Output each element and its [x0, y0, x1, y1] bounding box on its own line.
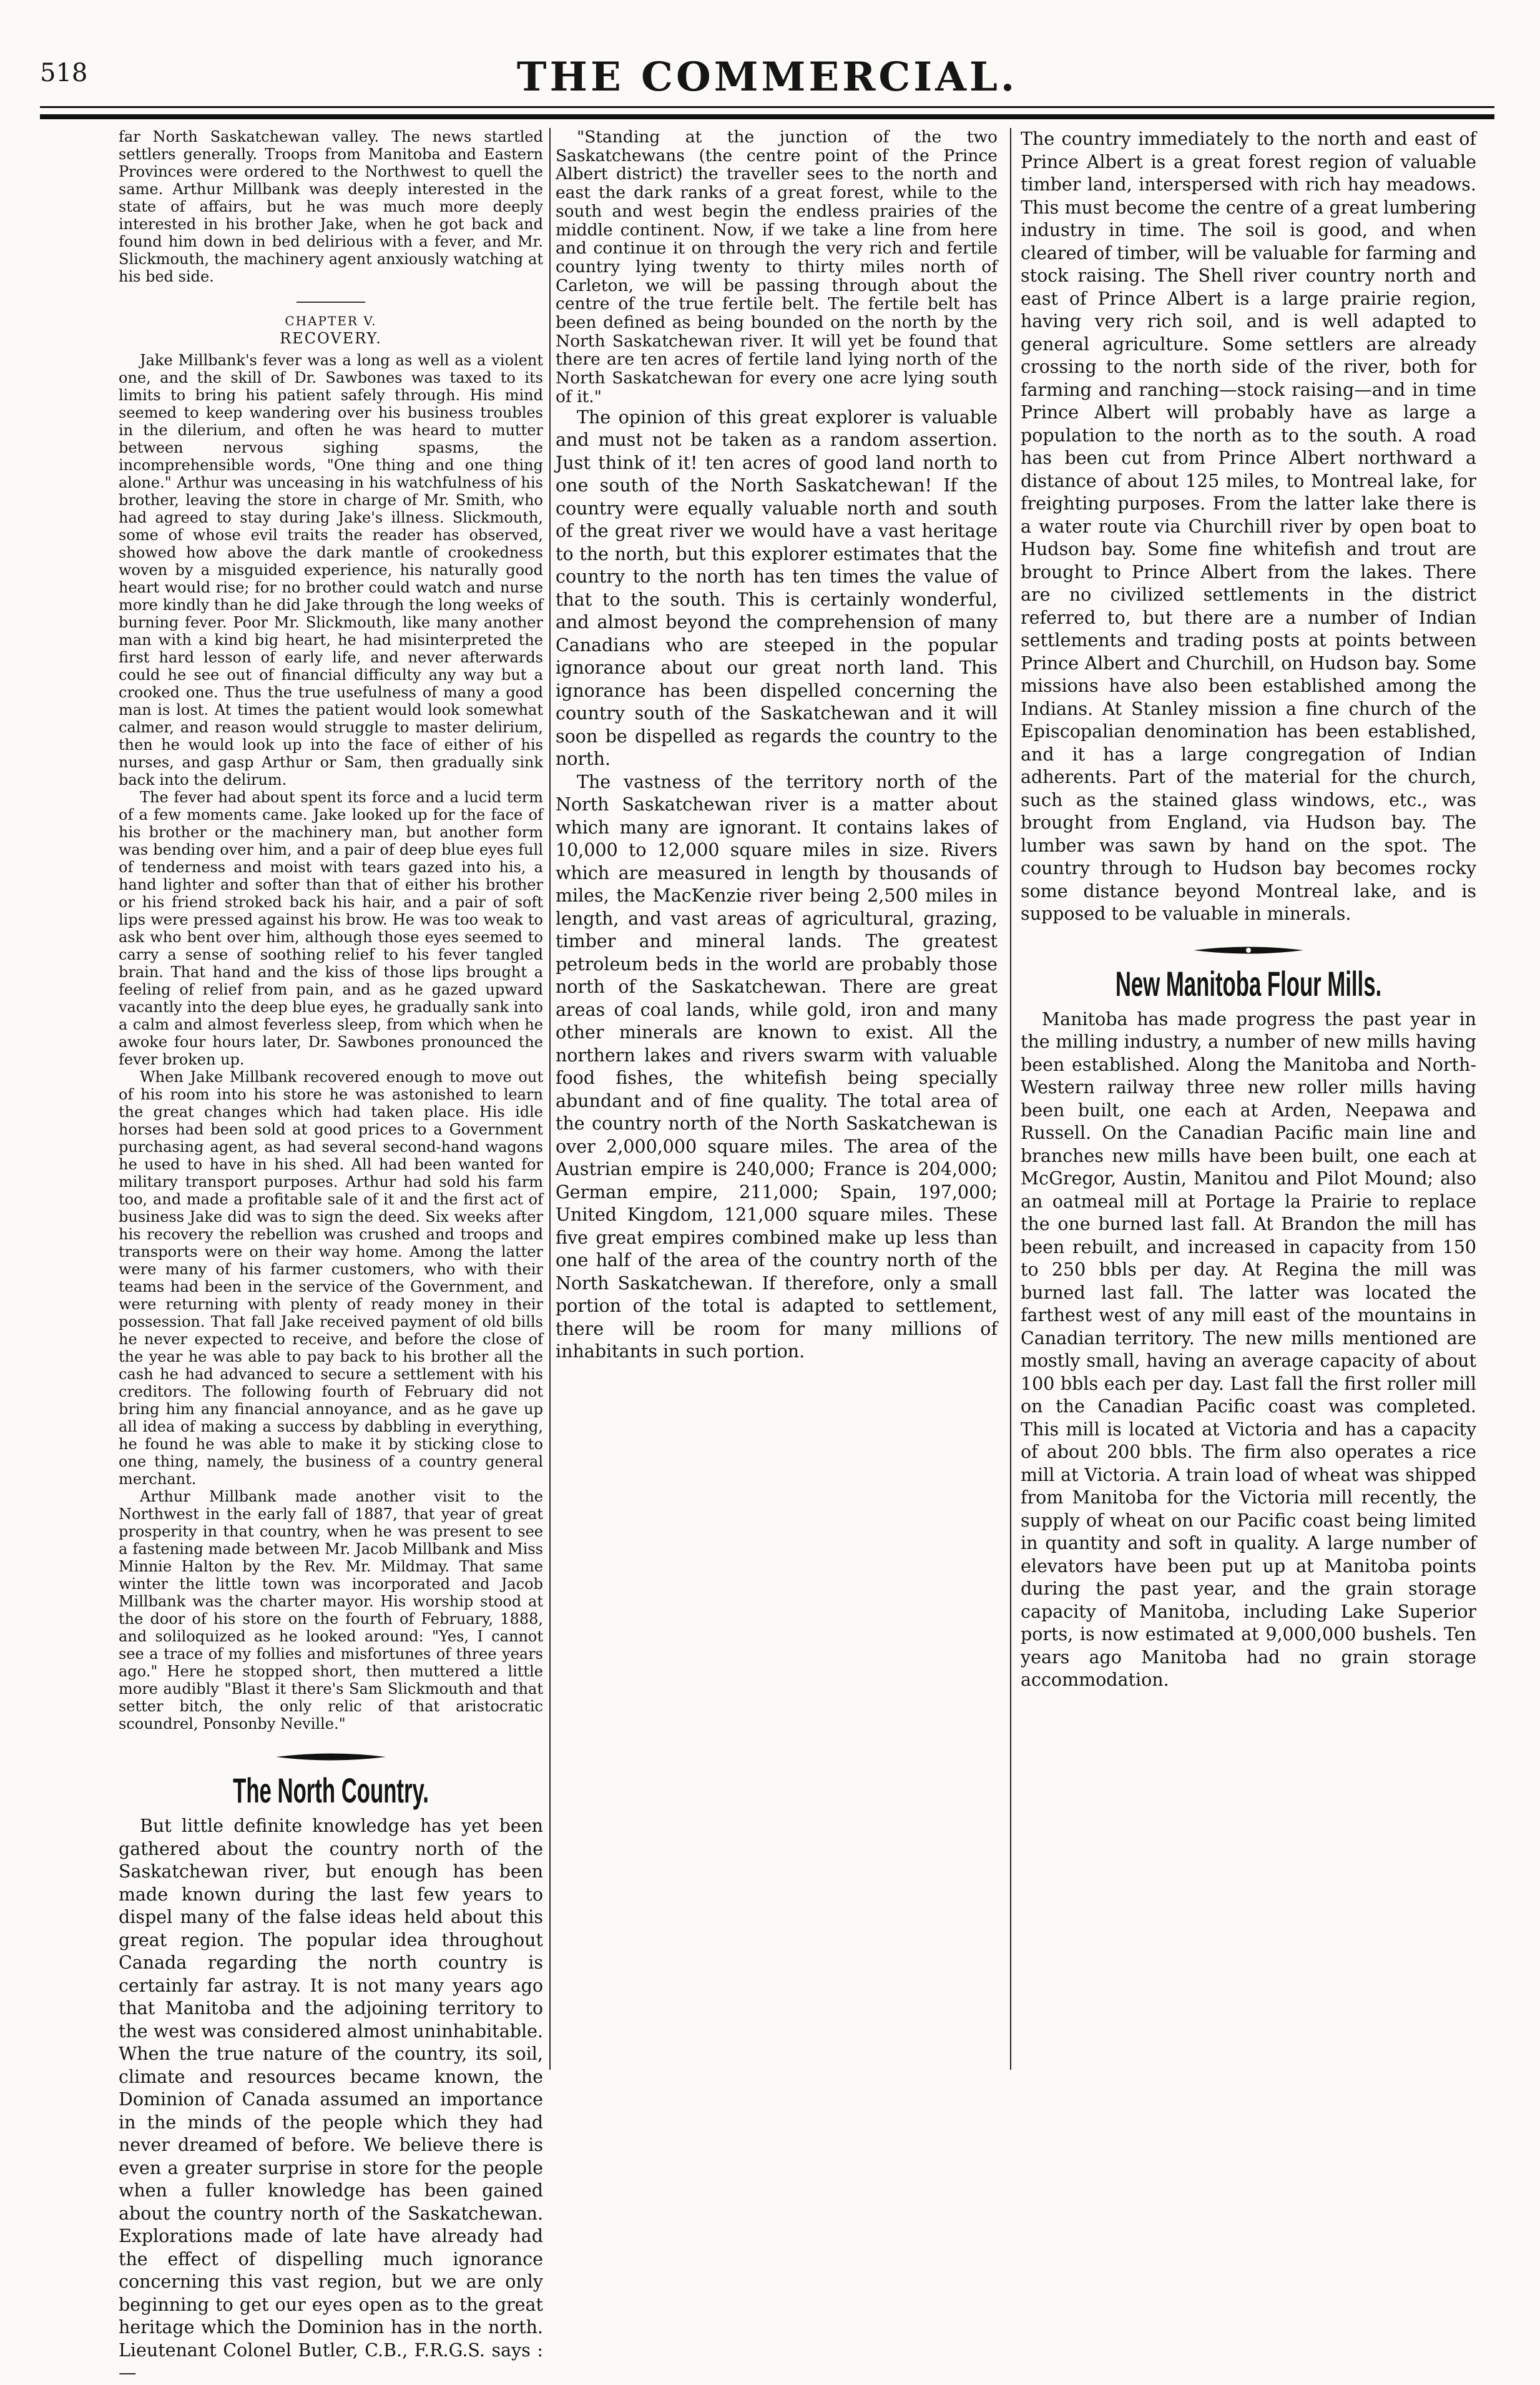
- masthead-rule-thin: [40, 106, 1494, 108]
- column-divider-1: [549, 128, 551, 2070]
- ornamental-divider-icon: [275, 1751, 387, 1763]
- butler-quotation: "Standing at the junction of the two Saskatchewans (the centre point of the Prince Albert district) the traveller sees to the north and east the dark ranks of a great forest, while to the south and west begin the endless prairies of the middle continent. Now, if we take a line from here and continue it on through the very rich and fertile country lying twenty to thirty miles north of Carleton, we will be passing through about the centre of the true fertile belt. The fertile belt has been defined as being bounded on the north by the North Saskatchewan river. It will yet be found that there are ten acres of fertile land lying north of the North Saskatchewan for every one acre lying south of it.": [556, 127, 998, 406]
- article-paragraph: Manitoba has made progress the past year in the milling industry, a number of new mills having been established. Along the Manitoba and North-Western railway three new roller mills having been built, one each at Arden, Neepawa and Russell. On the Canadian Pacific main line and branches new mills have been built, one each at McGregor, Austin, Manitou and Pilot Mound; also an oatmeal mill at Portage la Prairie to replace the one burned last fall. At Brandon the mill has been rebuilt, and increased in capacity from 150 to 250 bbls per day. At Regina the mill was burned last fall. The latter was located the farthest west of any mill east of the mountains in Canadian territory. The new mills mentioned are mostly small, having an average capacity of about 100 bbls each per day. Last fall the first roller mill on the Canadian Pacific coast was completed. This mill is located at Victoria and has a capacity of about 200 bbls. The firm also operates a rice mill at Victoria. A train load of wheat was shipped from Manitoba for the Victoria mill recently, the supply of wheat on our Pacific coast being limited in quantity and soft in quality. A large number of elevators have been put up at Manitoba points during the past year, and the grain storage capacity of Manitoba, including Lake Superior ports, is now estimated at 9,000,000 bushels. Ten years ago Manitoba had no grain storage accommodation.: [1021, 1008, 1476, 1690]
- column-3: [1021, 128, 1476, 2070]
- article-paragraph: The vastness of the territory north of the North Saskatchewan river is a matter about which many are ignorant. It contains lakes of 10,000 to 12,000 square miles in size. Rivers which are measured in length by thousands of miles, the MacKenzie river being 2,500 miles in length, and vast areas of agricultural, grazing, timber and mineral lands. The greatest petroleum beds in the world are probably those north of the Saskatchewan. There are great areas of coal lands, while gold, iron and many other minerals are known to exist. All the northern lakes and rivers swarm with valuable food fishes, the whitefish being specially abundant and of fine quality. The total area of the country north of the North Saskatchewan is over 2,000,000 square miles. The area of the Austrian empire is 240,000; France is 204,000; German empire, 211,000; Spain, 197,000; United Kingdom, 121,000 square miles. These five great empires combined make up less than one half of the area of the country north of the North Saskatchewan. If therefore, only a small portion of the total is adapted to settlement, there will be room for many millions of inhabitants in such portion.: [556, 771, 998, 1362]
- newspaper-title: THE COMMERCIAL.: [516, 54, 1018, 101]
- article-paragraph: The country immediately to the north and east of Prince Albert is a great forest region of valuable timber land, interspersed with rich hay meadows. This must become the centre of a great lumbering industry in time. The soil is good, and when cleared of timber, will be valuable for farming and stock raising. The Shell river country north and east of Prince Albert is a large prairie region, having very rich soil, and is well adapted to general agriculture. Some settlers are already crossing to the north side of the river, both for farming and ranching—stock raising—and in time Prince Albert will probably have as large a population to the north as to the south. A road has been cut from Prince Albert northward a distance of about 125 miles, to Montreal lake, for freighting purposes. From the latter lake there is a water route via Churchill river by open boat to Hudson bay. Some fine whitefish and trout are brought to Prince Albert from the lakes. There are no civilized settlements in the district referred to, but there are a number of Indian settlements and trading posts at points between Prince Albert and Churchill, on Hudson bay. Some missions have also been established among the Indians. At Stanley mission a fine church of the Episcopalian denomination has been established, and it has a large congregation of Indian adherents. Part of the material for the church, such as the stained glass windows, etc., was brought from England, via Hudson bay. The lumber was sawn by hand on the spot. The country through to Hudson bay becomes rocky some distance beyond Montreal lake, and is supposed to be valuable in minerals.: [1021, 129, 1476, 924]
- page-number: 518: [40, 59, 88, 87]
- flour-mills-headline: New Manitoba Flour Mills.: [1115, 963, 1382, 1003]
- chapter-label: CHAPTER V.: [285, 313, 377, 328]
- column-divider-2: [1010, 128, 1011, 2070]
- masthead: [40, 31, 1494, 125]
- north-country-headline: The North Country.: [233, 1771, 429, 1810]
- story-paragraph: far North Saskatchewan valley. The news startled settlers generally. Troops from Manitoba and Eastern Provinces were ordered to the Northwest to quell the same. Arthur Millbank was deeply interested in the state of affairs, but he was much more deeply interested in his brother Jake, when he got back and found him down in bed delirious with a fever, and Mr. Slickmouth, the machinery agent anxiously watching at his bed side.: [119, 128, 543, 285]
- article-paragraph: But little definite knowledge has yet been gathered about the country north of the Saskatchewan river, but enough has been made known during the last few years to dispel many of the false ideas held about this great region. The popular idea throughout Canada regarding the north country is certainly far astray. It is not many years ago that Manitoba and the adjoining territory to the west was considered almost uninhabitable. When the true nature of the country, its soil, climate and resources became known, the Dominion of Canada assumed an importance in the minds of the people which they had never dreamed of before. We believe there is even a greater surprise in store for the people when a fuller knowledge has been gained about the country north of the Saskatchewan. Explorations made of late have already had the effect of dispelling much ignorance concerning this vast region, but we are only beginning to get our eyes open as to the great heritage which the Dominion has in the north. Lieutenant Colonel Butler, C.B., F.R.G.S. says :—: [119, 1816, 543, 2383]
- story-paragraph: The fever had about spent its force and a lucid term of a few moments came. Jake looked up for the face of his brother or the machinery man, but another form was bending over him, and a pair of deep blue eyes full of tenderness and moist with tears gazed into his, a hand lighter and softer than that of either his brother or his friend stroked back his hair, and a pair of soft lips were pressed against his brow. He was too weak to ask who bent over him, although those eyes seemed to carry a sense of soothing relief to his fever tangled brain. That hand and the kiss of those lips brought a feeling of relief from pain, and as he gazed upward vacantly into the deep blue eyes, he gradually sank into a calm and almost feverless sleep, from which when he awoke four hours later, Dr. Sawbones pronounced the fever broken up.: [119, 789, 543, 1068]
- story-paragraph: Arthur Millbank made another visit to the Northwest in the early fall of 1887, that year of great prosperity in that country, when he was present to see a fastening made between Mr. Jacob Millbank and Miss Minnie Halton by the Rev. Mr. Mildmay. That same winter the little town was incorporated and Jacob Millbank was the charter mayor. His worship stood at the door of his store on the fourth of February, 1888, and soliloquized as he looked around: "Yes, I cannot see a trace of my follies and misfortunes of three years ago." Here he stopped short, then muttered a little more audibly "Blast it there's Sam Slickmouth and that setter bitch, the only relic of that aristocratic scoundrel, Ponsonby Neville.": [119, 1488, 543, 1733]
- story-paragraph: When Jake Millbank recovered enough to move out of his room into his store he was astonished to learn the great changes which had taken place. His idle horses had been sold at good prices to a Government purchasing agent, as had several second-hand wagons he used to have in his shed. All had been wanted for military transport purposes. Arthur had sold his farm too, and made a profitable sale of it and the first act of business Jake did was to sign the deed. Six weeks after his recovery the rebellion was crushed and troops and transports were on their way home. Among the latter were many of his farmer customers, who with their teams had been in the service of the Government, and were returning with plenty of ready money in their possession. That fall Jake received payment of old bills he never expected to receive, and before the close of the year he was able to pay back to his brother all the cash he had advanced to secure a settlement with his creditors. The following fourth of February did not bring him any financial annoyance, and as he gave up all idea of making a success by dabbling in everything, he found he was able to make it by sticking close to one thing, namely, the business of a country general merchant.: [119, 1068, 543, 1488]
- column-1: [119, 128, 543, 2383]
- article-paragraph: The opinion of this great explorer is valuable and must not be taken as a random assertion. Just think of it! ten acres of good land north to one south of the North Saskatchewan! If the country were equally valuable north and south of the great river we would have a vast heritage to the north, but this explorer estimates that the country to the north has ten times the value of that to the south. This is certainly wonderful, and almost beyond the comprehension of many Canadians who are steeped in the popular ignorance about our great north land. This ignorance has been dispelled concerning the country south of the Saskatchewan and it will soon be dispelled as regards the country to the north.: [556, 406, 998, 770]
- chapter-title: RECOVERY.: [280, 330, 382, 347]
- column-2-content: [556, 128, 998, 2070]
- ornamental-divider-icon: [1192, 945, 1305, 956]
- story-paragraph: Jake Millbank's fever was a long as well as a violent one, and the skill of Dr. Sawbones was taxed to its limits to bring his patient safely through. His mind seemed to keep wandering over his business troubles in the dilerium, and often he was heard to mutter between nervous sighing spasms, the incomprehensible words, "One thing and one thing alone." Arthur was unceasing in his watchfulness of his brother, leaving the store in charge of Mr. Smith, who had agreed to stay during Jake's illness. Slickmouth, some of whose evil traits the reader has observed, showed how above the dark mantle of crookedness woven by a misguided experience, his naturally good heart would rise; for no brother could watch and nurse more kindly than he did Jake through the long weeks of burning fever. Poor Mr. Slickmouth, like many another man with a kind big heart, he had misinterpreted the first hard lesson of early life, and never afterwards could he see out of financial difficulty any way but a crooked one. Thus the true usefulness of many a good man is lost. At times the patient would look somewhat calmer, and reason would struggle to master delirium, then he would look up into the face of either of his nurses, and gasp Arthur or Sam, then gradually sink back into the delirum.: [119, 352, 543, 789]
- section-rule: [297, 302, 365, 303]
- masthead-rule-thick: [40, 114, 1494, 119]
